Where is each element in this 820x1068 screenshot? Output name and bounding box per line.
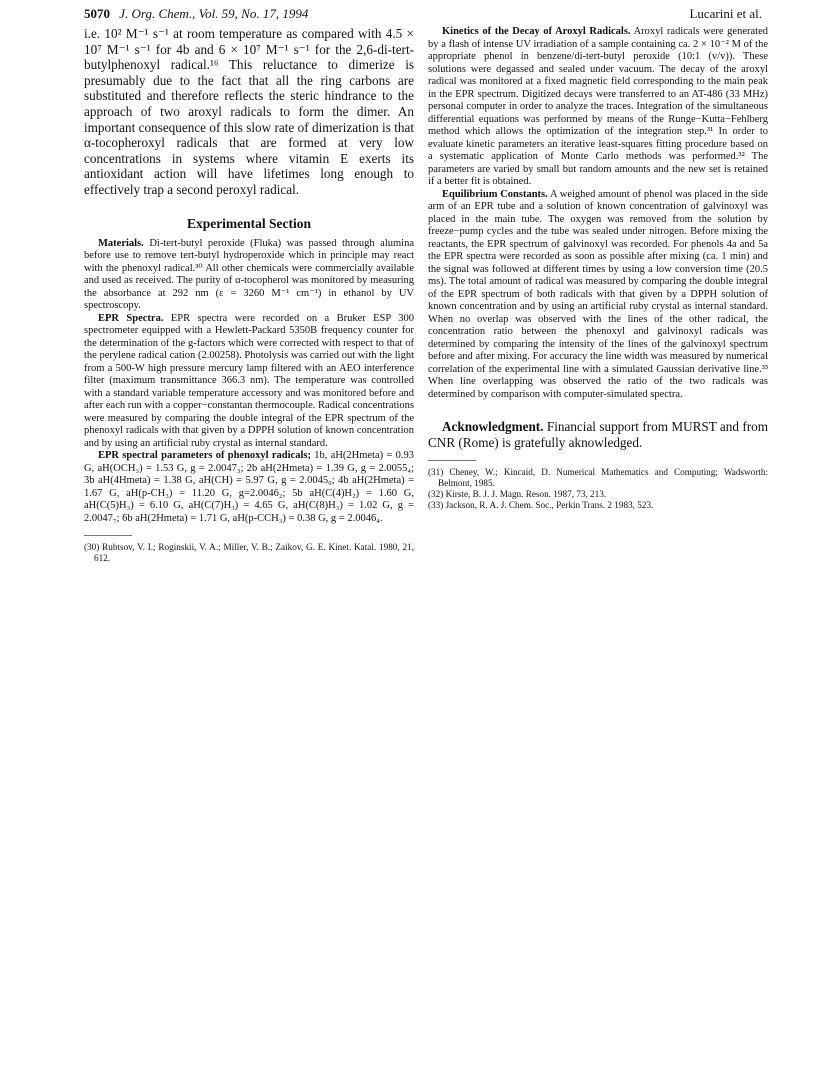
epr-parameters-heading: EPR spectral parameters of phenoxyl radicals;	[98, 450, 311, 462]
experimental-section-title: Experimental Section	[186, 215, 312, 231]
equilibrium-heading: Equilibrium Constants.	[442, 188, 548, 200]
epr-spectra-heading: EPR Spectra.	[98, 312, 164, 324]
acknowledgment-heading: Acknowledgment.	[442, 419, 544, 434]
acknowledgment-text: Financial support from MURST and from CNR (Rome) is gratefully aknowledged.	[428, 419, 768, 450]
footnote-rule-right	[428, 460, 476, 461]
running-header	[84, 6, 762, 26]
left-column	[84, 26, 414, 564]
kinetics-text: Aroxyl radicals were generated by a flash of intense UV irradiation of a sample containing ca. 2 × 10⁻² M of the appropriate phenol in benzene/di-tert-butyl peroxide (10:1 (v/v)). These solutions were degassed and sealed under vacuum. The decay of the aroxyl radical was monitored at a fixed magnetic field corresponding to the main peak in the EPR spectrum. Digitized decays were transferred to an AT-486 (33 MHz) personal computer in order to analyze the traces. Integration of the simultaneous differential equations was performed by means of the Runge−Kutta−Fehlberg method which allows the optimization of the integration step.³¹ In order to evaluate kinetic parameters an iterative least-squares fitting procedure based on a systematic application of Monte Carlo methods was performed.³² The parameters are varied by small but random amounts and the new set is retained if a better fit is obtained.	[428, 26, 768, 187]
intro-paragraph: i.e. 10² M⁻¹ s⁻¹ at room temperature as compared with 4.5 × 10⁷ M⁻¹ s⁻¹ for 4b and 6 × 10⁷ M⁻¹ s⁻¹ for the 2,6-di-tert-butylphenoxyl radical.¹⁶ This reluctance to dimerize is presumably due to the fact that all the ring carbons are substituted and therefore reflects the steric hindrance to the approach of two aroxyl radicals to form the dimer. An important consequence of this slow rate of dimerization is that α-tocopheroxyl radicals that are formed at very low concentrations in systems where vitamin E exerts its antioxidant action will have lifetimes long enough to effectively trap a second peroxyl radical.	[84, 26, 414, 197]
epr-parameters-text: 1b, aH(2Hmeta) = 0.93 G, aH(OCH₃) = 1.53 G, g = 2.0047₃; 2b aH(2Hmeta) = 1.39 G, g = 2.0055₄; 3b aH(4Hmeta) = 1.38 G, aH(CH) = 5.97 G, g = 2.0045₀; 4b aH(2Hmeta) = 1.67 G, aH(p-CH₃) = 11.20 G, g=2.0046₂; 5b aH(C(4)H₂) = 1.60 G, aH(C(5)H₃) = 6.10 G, aH(C(7)H₃) = 4.65 G, aH(C(8)H₃) = 1.02 G, g = 2.0047₇; 6b aH(2Hmeta) = 1.71 G, aH(p-CCH₃) = 0.38 G, g = 2.0046₄.	[84, 450, 414, 524]
epr-parameters-paragraph	[84, 450, 414, 525]
materials-text: Di-tert-butyl peroxide (Fluka) was passed through alumina before use to remove tert-butyl hydroperoxide which in principle may react with the phenoxyl radical.³⁰ All other chemicals were commercially available and used as received. The purity of α-tocopherol was monitored by measuring the absorbance at 292 nm (ε = 3260 M⁻¹ cm⁻¹) in ethanol by UV spectroscopy.	[84, 237, 414, 312]
footnote-32: (32) Kirste, B. J. J. Magn. Reson. 1987, 73, 213.	[428, 489, 607, 500]
footnote-rule	[84, 535, 132, 536]
kinetics-paragraph	[428, 26, 768, 189]
footnote-33: (33) Jackson, R. A. J. Chem. Soc., Perkin Trans. 2 1983, 523.	[428, 500, 654, 511]
epr-spectra-paragraph	[84, 313, 414, 451]
kinetics-heading: Kinetics of the Decay of Aroxyl Radicals.	[442, 26, 631, 37]
acknowledgment-paragraph	[428, 419, 768, 450]
footnote-30: (30) Rubtsov, V. I.; Roginskii, V. A.; Miller, V. B.; Zaikov, G. E. Kinet. Katal. 1980, 21, 612.	[84, 542, 414, 564]
materials-paragraph	[84, 238, 414, 313]
header-authors: Lucarini et al.	[689, 6, 762, 21]
journal-citation: J. Org. Chem., Vol. 59, No. 17, 1994	[119, 6, 309, 21]
page-number: 5070	[84, 6, 110, 21]
epr-spectra-text: EPR spectra were recorded on a Bruker ESP 300 spectrometer equipped with a Hewlett-Packard 5350B frequency counter for the determination of the g-factors which were corrected with respect to that of the perylene radical cation (2.00258). Photolysis was carried out with the light from a 500-W high pressure mercury lamp filtered with an AEO interference filter (maximum transmittance 366.3 nm). The temperature was controlled with a standard variable temperature accessory and was monitored before and after each run with a copper−constantan thermocouple. Radical concentrations were measured by comparing the double integral of the EPR spectrum of the phenoxyl radicals with that given by a DPPH solution of known concentration and by using an artificial ruby crystal as internal standard.	[84, 312, 414, 449]
footnote-31: (31) Cheney, W.; Kincaid, D. Numerical Mathematics and Computing; Wadsworth: Belmont, 1985.	[428, 467, 768, 489]
right-column	[428, 26, 768, 511]
header-left	[84, 6, 308, 22]
equilibrium-paragraph	[428, 189, 768, 402]
materials-heading: Materials.	[98, 237, 144, 249]
equilibrium-text: A weighed amount of phenol was placed in the side arm of an EPR tube and a solution of known concentration of galvinoxyl was placed in the main tube. The oxygen was removed from the solution by freeze−pump cycles and the tube was sealed under nitrogen. Before mixing the reactants, the EPR spectrum of galvinoxyl was recorded. For phenols 4a and 5a the EPR spectra were recorded as soon as possible after mixing (ca. 1 min) and the signal was followed at different times by using a low conversion time (20.5 ms). The total amount of radical was measured by comparing the double integral of the EPR spectrum of both radicals with that given by a DPPH solution of known concentration and by using an artificial ruby crystal as internal standard. When no overlap was observed with the lines of the other radical, the concentration ratio between the phenoxyl and galvinoxyl radicals was determined by comparing the intensity of the lines of the galvinoxyl spectrum before and after mixing. For accuracy the line width was measured by numerical correlation of the experimental line with a simulated Gaussian derivative line.³³ When line overlapping was observed the ratio of the two radicals was determined by comparison with computer-simulated spectra.	[428, 188, 769, 400]
